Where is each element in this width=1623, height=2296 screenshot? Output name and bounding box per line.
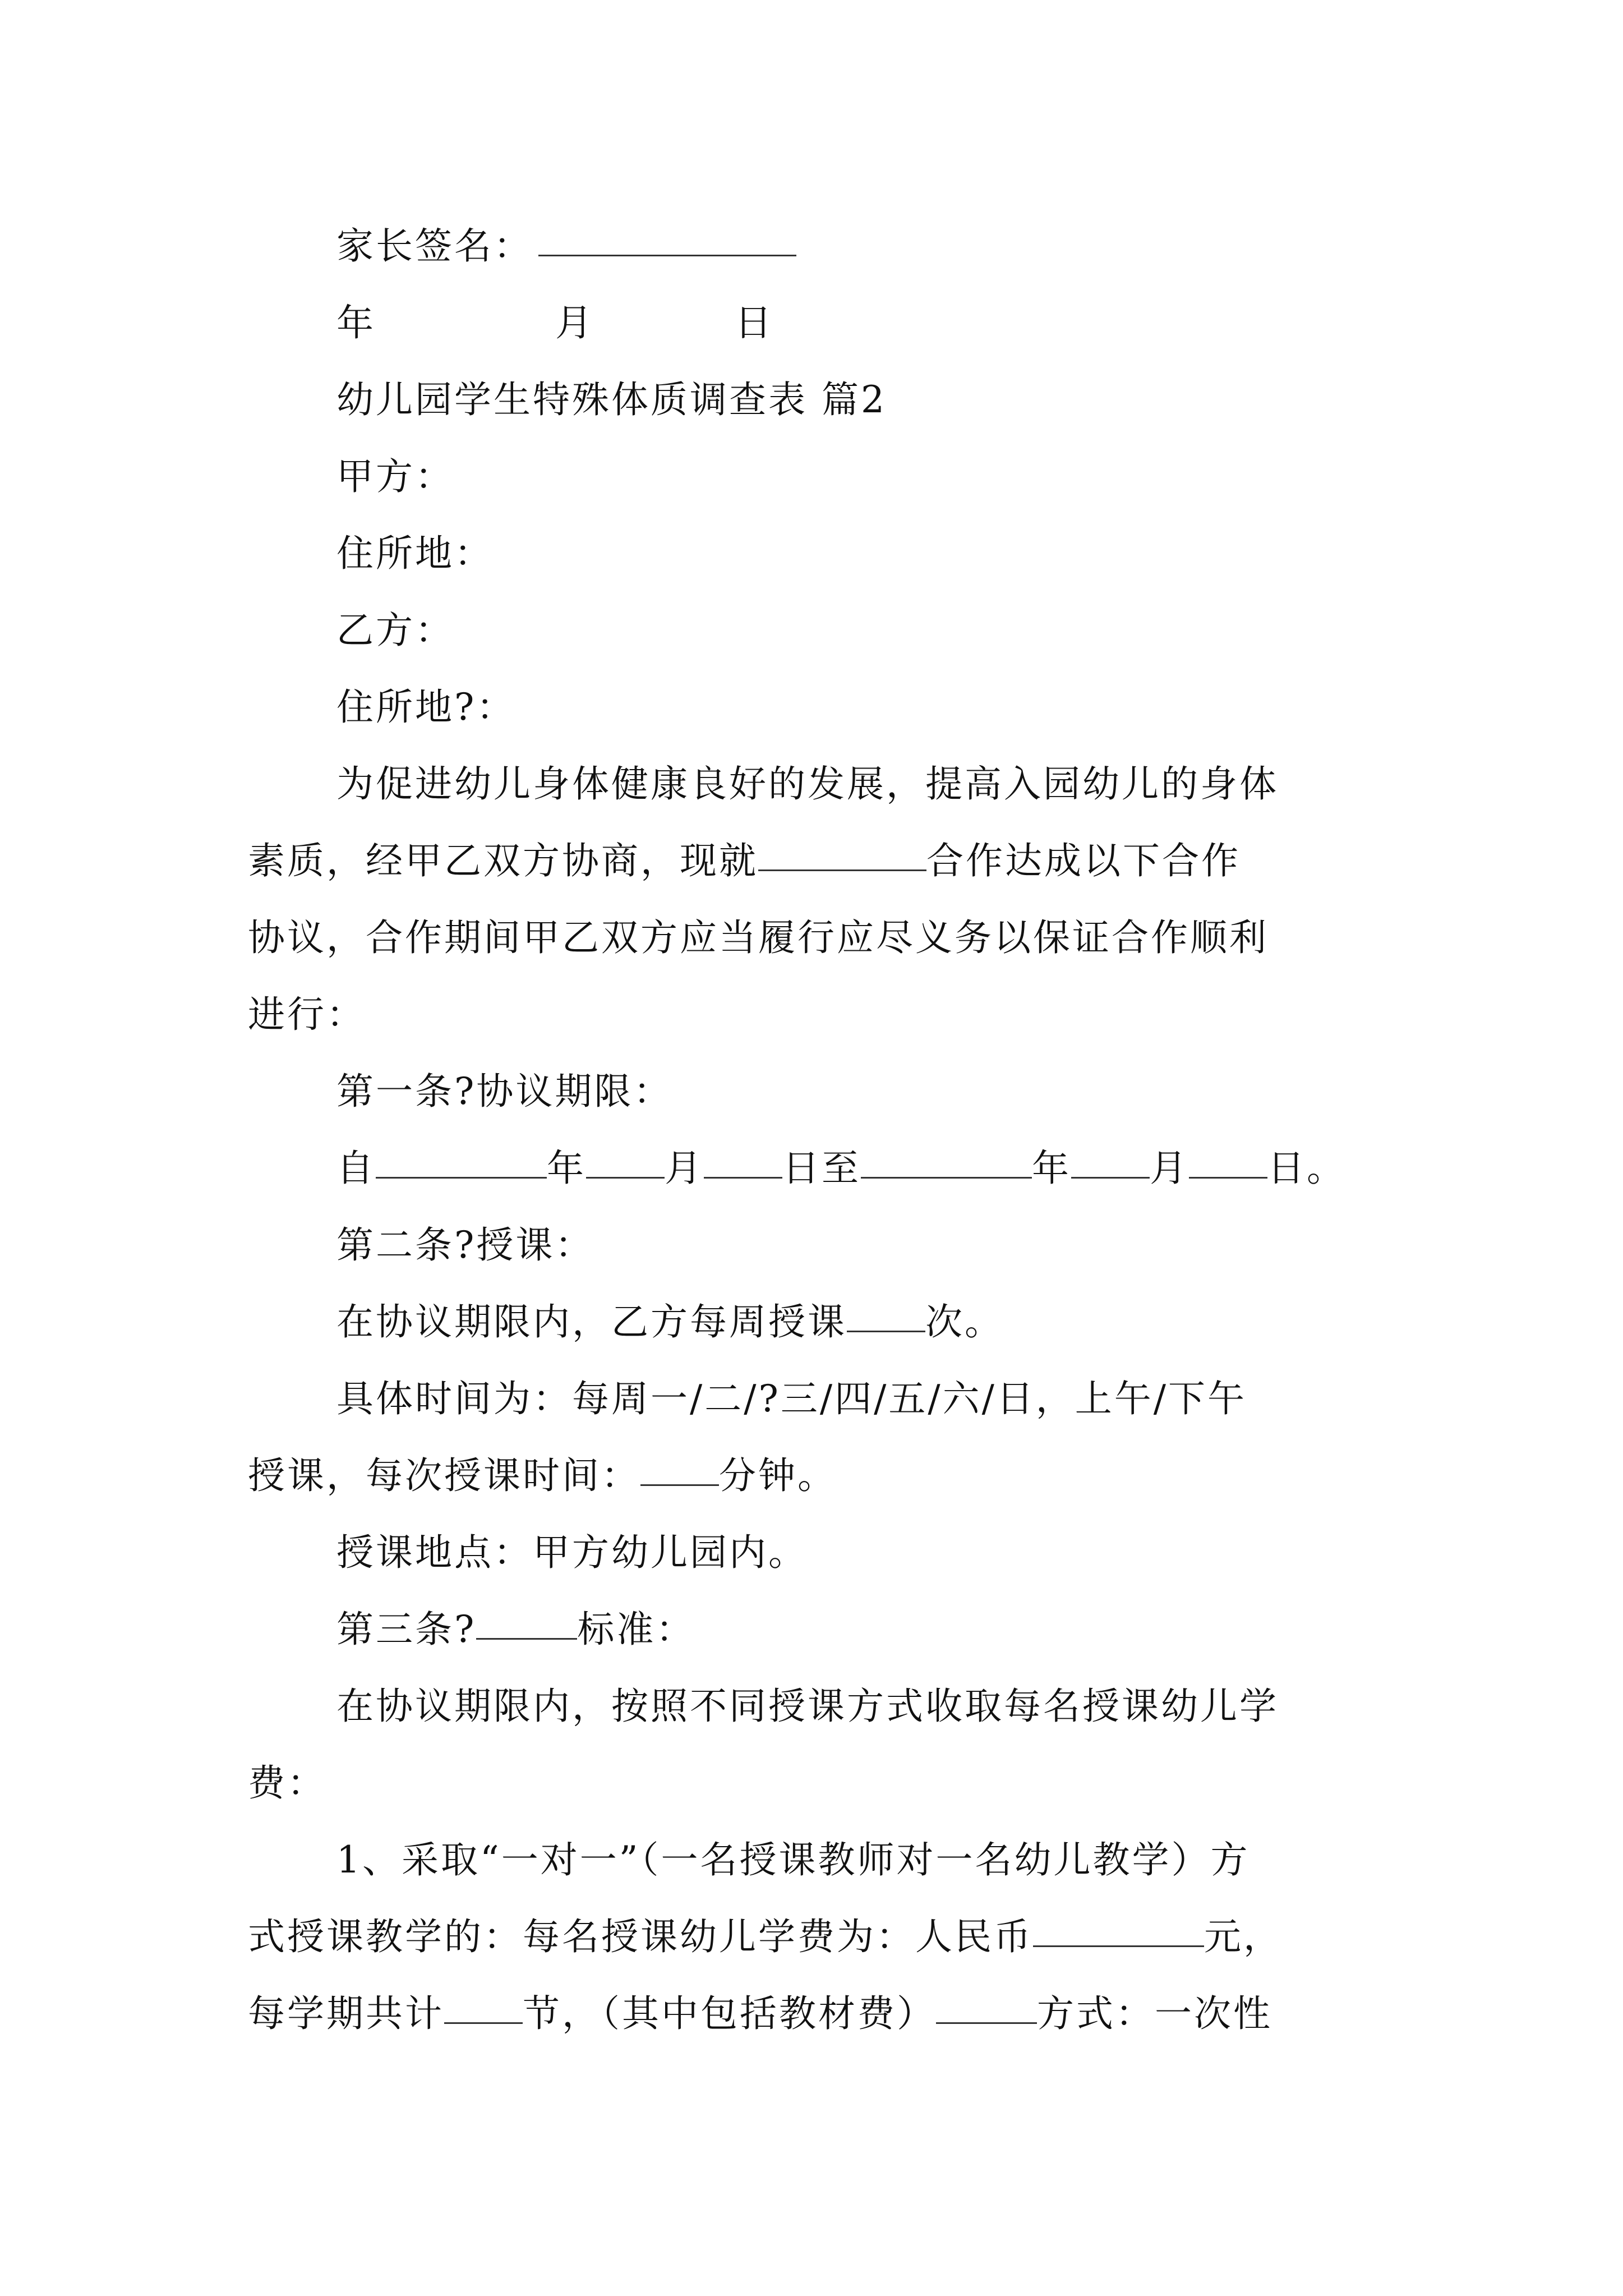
article2-time-line-2: 授课，每次授课时间： 分钟。 [248, 1454, 837, 1497]
section-title: 幼儿园学生特殊体质调查表 篇2 [336, 378, 887, 421]
payment-blank [936, 1994, 1037, 2024]
end-day-blank [1189, 1149, 1267, 1179]
intro-line-2: 素质，经甲乙双方协商，现就 合作达成以下合作 [248, 839, 1241, 882]
start-year-blank [376, 1149, 547, 1179]
signature-blank [538, 227, 796, 256]
article2-frequency-line: 在协议期限内，乙方每周授课 次。 [336, 1300, 1004, 1343]
start-month-blank [586, 1149, 665, 1179]
date-month-label: 月 [555, 301, 594, 344]
article2-title: 第二条?授课： [336, 1223, 594, 1267]
start-day-blank [704, 1149, 782, 1179]
fee-amount-blank [1033, 1917, 1204, 1947]
end-month-blank [1071, 1149, 1150, 1179]
party-a-label: 甲方： [336, 455, 454, 498]
intro-line-3: 协议，合作期间甲乙双方应当履行应尽义务以保证合作顺利 [248, 916, 1269, 959]
document-body [248, 208, 1381, 2052]
article2-time-line-1: 具体时间为：每周一/二/?三/四/五/六/日，上午/下午 [336, 1377, 1247, 1420]
article2-location: 授课地点：甲方幼儿园内。 [336, 1531, 808, 1574]
frequency-blank [847, 1303, 925, 1332]
party-b-address-label: 住所地?： [336, 685, 516, 729]
date-year-label: 年 [336, 301, 376, 344]
intro-line-4: 进行： [248, 993, 366, 1036]
article1-title: 第一条?协议期限： [336, 1070, 673, 1113]
date-line [248, 284, 1381, 361]
cooperation-blank [758, 841, 926, 871]
article3-blank [476, 1610, 577, 1640]
item1-line-3: 每学期共计 节，（其中包括教材费） 方式：一次性 [248, 1992, 1272, 2035]
parent-signature-line [248, 208, 1381, 284]
item1-line-1: 1、采取“一对一”（一名授课教师对一名幼儿教学）方 [336, 1838, 1250, 1881]
article3-intro-line-2: 费： [248, 1761, 326, 1805]
party-b-label: 乙方： [336, 609, 454, 652]
date-day-label: 日 [735, 301, 774, 344]
sessions-blank [444, 1994, 523, 2024]
parent-signature-label: 家长签名： [336, 224, 533, 268]
item1-line-2: 式授课教学的：每名授课幼儿学费为：人民币 元， [248, 1915, 1283, 1958]
article3-intro-line-1: 在协议期限内，按照不同授课方式收取每名授课幼儿学 [336, 1685, 1279, 1728]
article1-period-line: 自 年 月 日至 年 月 日。 [336, 1147, 1346, 1190]
party-a-address-label: 住所地： [336, 532, 494, 575]
end-year-blank [861, 1149, 1032, 1179]
intro-line-1: 为促进幼儿身体健康良好的发展，提高入园幼儿的身体 [336, 762, 1279, 806]
minutes-blank [640, 1456, 719, 1486]
article3-title-line: 第三条? 标准： [336, 1608, 695, 1651]
